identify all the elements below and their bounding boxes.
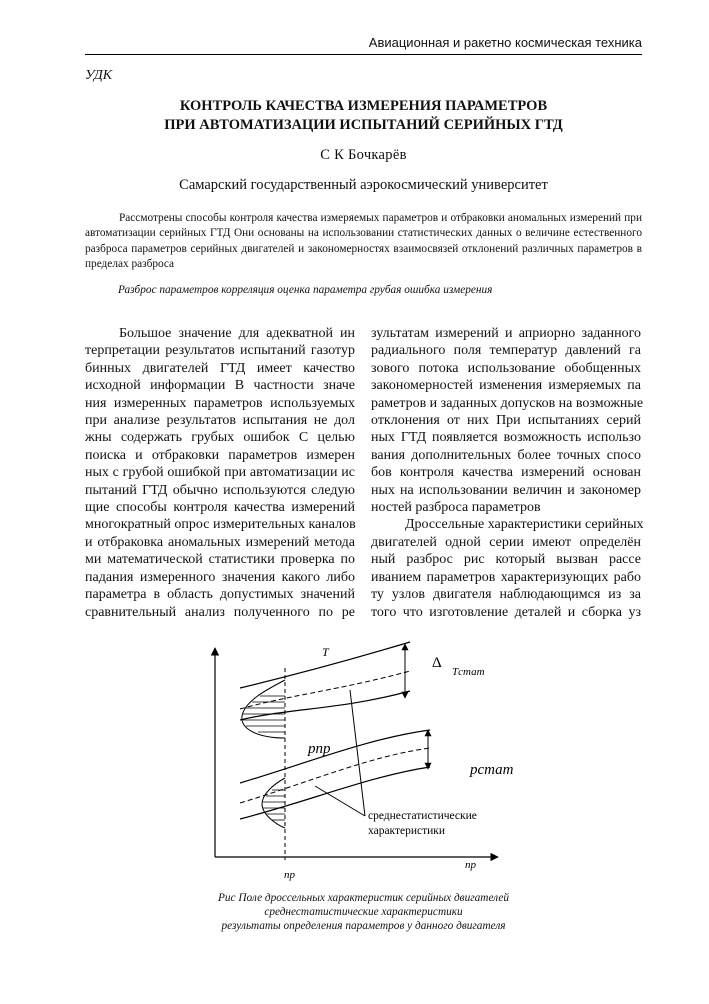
- running-head: Авиационная и ракетно космическая техника: [368, 35, 642, 50]
- t-distribution-hatching: [243, 696, 285, 732]
- title-line-2: ПРИ АВТОМАТИЗАЦИИ ИСПЫТАНИЙ СЕРИЙНЫХ ГТД: [164, 117, 563, 133]
- text-line: ных ГТД появляется возможность использо: [371, 430, 641, 446]
- text-line: при анализе результатов испытания не дол: [85, 413, 355, 429]
- paper-title: [85, 97, 642, 135]
- text-line: вания дополнительных более точных спосо: [371, 447, 641, 463]
- text-line: закономерностей изменения измеряемых па: [371, 378, 641, 394]
- text-line: исходной информации В частности значе: [85, 378, 355, 394]
- label-delta: Δ: [432, 655, 442, 671]
- leader-line-p: [315, 786, 365, 816]
- affiliation: Самарский государственный аэрокосмический университет: [179, 177, 548, 193]
- udk-label: УДК: [85, 68, 113, 83]
- text-line: ных на использовании величин и закономер: [371, 482, 641, 498]
- p-average-curve: [240, 748, 430, 803]
- t-lower-curve: [240, 691, 410, 720]
- text-line: ту узлов двигателя наблюдающимся из за: [371, 587, 641, 603]
- keywords: Разброс параметров корреляция оценка параметра грубая ошибка измерения: [118, 284, 493, 296]
- text-line: двигателей одной серии имеют определён: [371, 534, 641, 550]
- author: С К Бочкарёв: [320, 147, 407, 163]
- leader-line-t: [350, 690, 365, 816]
- header-rule: [85, 54, 642, 55]
- text-line: жны содержать грубых ошибок С целью: [85, 430, 355, 446]
- text-line: раметров и заданных допусков на возможные: [371, 395, 644, 411]
- abstract: [85, 211, 642, 272]
- text-line: щие способы контроля качества измерений: [85, 500, 355, 516]
- throttle-characteristics-figure: [200, 638, 520, 883]
- label-t: T: [322, 645, 329, 659]
- caption-line-2: среднестатистические характеристики: [264, 906, 463, 918]
- caption-line-3: результаты определения параметров у данного двигателя: [221, 920, 506, 932]
- text-line: ных с грубой ошибкой при автоматизации ис: [85, 465, 355, 481]
- text-line: зового потока использование обобщенных: [371, 360, 641, 376]
- text-line: падания измеренного значения какого либо: [85, 569, 355, 585]
- label-ppr: pпр: [308, 741, 331, 757]
- figure-caption: [85, 891, 642, 933]
- text-line: иванием параметров характеризующих рабо: [371, 569, 641, 585]
- text-line: радиального поля температур давлений га: [371, 343, 641, 359]
- text-line: пытаний ГТД обычно используются следую: [85, 482, 355, 498]
- text-line: ми математической статистики проверка по: [85, 552, 355, 568]
- text-line: зультатам измерений и априорно заданного: [371, 326, 641, 341]
- text-line: отклонения от них При испытаниях серий: [371, 413, 641, 429]
- annotation-line-2: характеристики: [368, 825, 446, 837]
- text-line: ностей разброса параметров: [371, 500, 541, 516]
- text-line: сравнительный анализ полученного по ре: [85, 604, 355, 620]
- p-distribution-curve: [262, 778, 285, 828]
- text-line: многократный опрос измерительных каналов: [85, 517, 356, 533]
- text-line: терпретации результатов испытаний газотур: [85, 343, 355, 359]
- t-distribution-curve: [242, 680, 285, 738]
- caption-line-1: Рис Поле дроссельных характеристик серийных двигателей: [217, 892, 510, 904]
- left-column: [85, 325, 355, 621]
- t-average-curve: [240, 671, 410, 709]
- annotation-line-1: среднестатистические: [368, 810, 477, 822]
- vline-label: пр: [284, 869, 295, 881]
- text-line: бинных двигателей ГТД имеет качество: [85, 360, 355, 376]
- abstract-text: Рассмотрены способы контроля качества измеряемых параметров и отбраковки аномальных измерений при автоматизации серийных ГТД Они основаны на использовании статистических данных о величине естественного разброса параметров серийных двигателей и закономерностях взаимосвязей отклонений различных параметров в пределах разброса: [85, 212, 642, 270]
- text-line: параметра в область допустимых значений: [85, 587, 355, 603]
- text-line: поиска и отбраковки параметров измерен: [85, 447, 355, 463]
- text-line: Дроссельные характеристики серийных: [405, 517, 644, 533]
- text-line: того что изготовление деталей и сборка уз: [371, 604, 641, 620]
- text-line: ния измеренных параметров используемых: [85, 395, 355, 411]
- p-upper-curve: [240, 730, 430, 783]
- right-column: [371, 325, 644, 621]
- text-line: бов контроля качества измерений основан: [371, 465, 641, 481]
- x-axis-label: пр: [465, 859, 476, 871]
- text-line: ный разброс рис который вызван рассе: [371, 552, 641, 568]
- label-pstat: pстат: [470, 762, 514, 778]
- text-line: Большое значение для адекватной ин: [119, 326, 355, 341]
- title-line-1: КОНТРОЛЬ КАЧЕСТВА ИЗМЕРЕНИЯ ПАРАМЕТРОВ: [179, 98, 548, 114]
- label-tstat: Tстат: [452, 666, 485, 678]
- text-line: и отбраковка аномальных измерений метода: [85, 534, 355, 550]
